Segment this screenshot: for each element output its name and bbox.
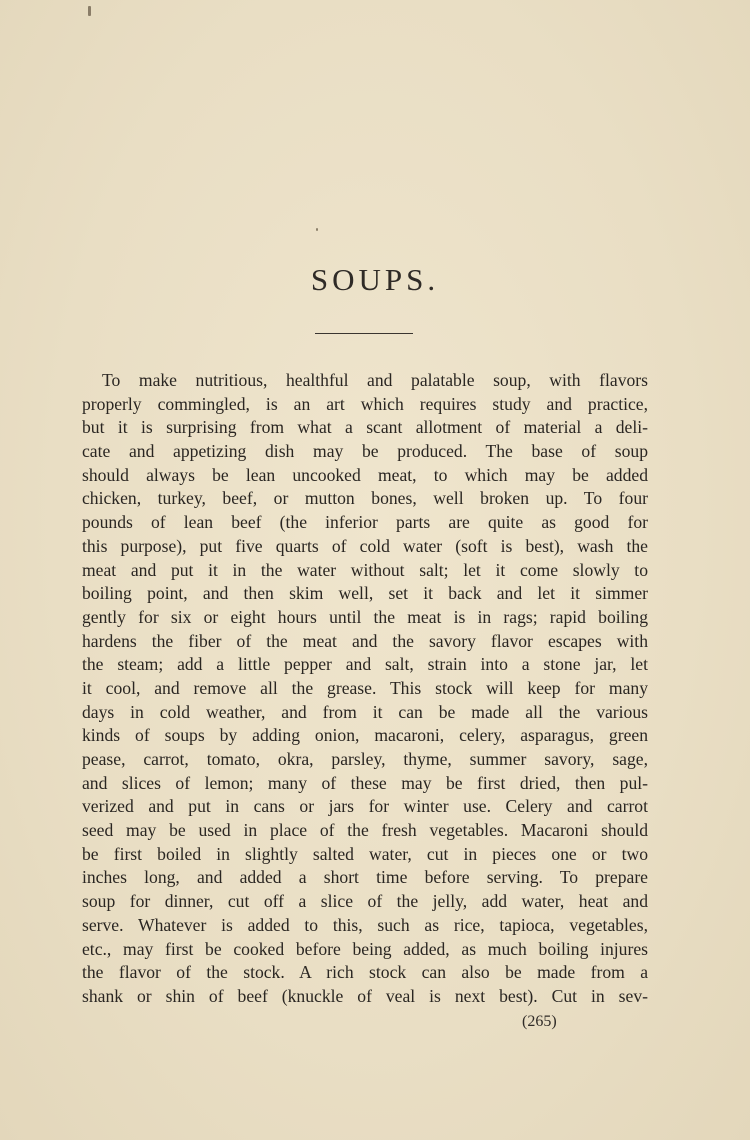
text-line: kinds of soups by adding onion, macaroni, celery, asparagus, green xyxy=(82,725,648,746)
text-line: verized and put in cans or jars for winter use. Celery and carrot xyxy=(82,796,648,817)
text-line: seed may be used in place of the fresh vegetables. Macaroni should xyxy=(82,820,648,841)
text-line: but it is surprising from what a scant allotment of material a deli- xyxy=(82,417,648,438)
text-line: this purpose), put five quarts of cold water (soft is best), wash the xyxy=(82,535,648,556)
text-line: hardens the fiber of the meat and the savory flavor escapes with xyxy=(82,630,648,651)
text-line: it cool, and remove all the grease. This stock will keep for many xyxy=(82,677,648,698)
text-line: meat and put it in the water without salt; let it come slowly to xyxy=(82,559,648,580)
text-line: etc., may first be cooked before being added, as much boiling injures xyxy=(82,938,648,959)
text-line: soup for dinner, cut off a slice of the jelly, add water, heat and xyxy=(82,891,648,912)
text-line: pounds of lean beef (the inferior parts are quite as good for xyxy=(82,512,648,533)
text-line: To make nutritious, healthful and palatable soup, with flavors xyxy=(102,370,648,390)
paper-speck xyxy=(88,6,91,16)
text-line: the flavor of the stock. A rich stock can also be made from a xyxy=(82,962,648,983)
text-line: and slices of lemon; many of these may be first dried, then pul- xyxy=(82,772,648,793)
chapter-title: SOUPS. xyxy=(310,262,440,297)
paper-speck xyxy=(316,228,318,231)
text-line: chicken, turkey, beef, or mutton bones, well broken up. To four xyxy=(82,488,648,509)
text-line: pease, carrot, tomato, okra, parsley, thyme, summer savory, sage, xyxy=(82,749,648,769)
text-line: cate and appetizing dish may be produced. The base of soup xyxy=(82,441,648,462)
text-line: boiling point, and then skim well, set it back and let it simmer xyxy=(82,583,648,604)
text-line: properly commingled, is an art which requires study and practice, xyxy=(82,393,648,414)
text-line: the steam; add a little pepper and salt, strain into a stone jar, let xyxy=(82,654,648,675)
text-line: serve. Whatever is added to this, such as rice, tapioca, vegetables, xyxy=(82,914,648,935)
title-rule xyxy=(315,333,413,334)
body-paragraph xyxy=(82,369,648,1009)
text-line: be first boiled in slightly salted water, cut in pieces one or two xyxy=(82,843,648,864)
page-number: (265) xyxy=(522,1013,557,1030)
text-line: gently for six or eight hours until the meat is in rags; rapid boiling xyxy=(82,606,648,627)
text-line: shank or shin of beef (knuckle of veal is next best). Cut in sev- xyxy=(82,985,648,1006)
text-line: days in cold weather, and from it can be made all the various xyxy=(82,701,648,722)
text-line: inches long, and added a short time before serving. To prepare xyxy=(82,867,648,888)
text-line: should always be lean uncooked meat, to which may be added xyxy=(82,464,648,485)
